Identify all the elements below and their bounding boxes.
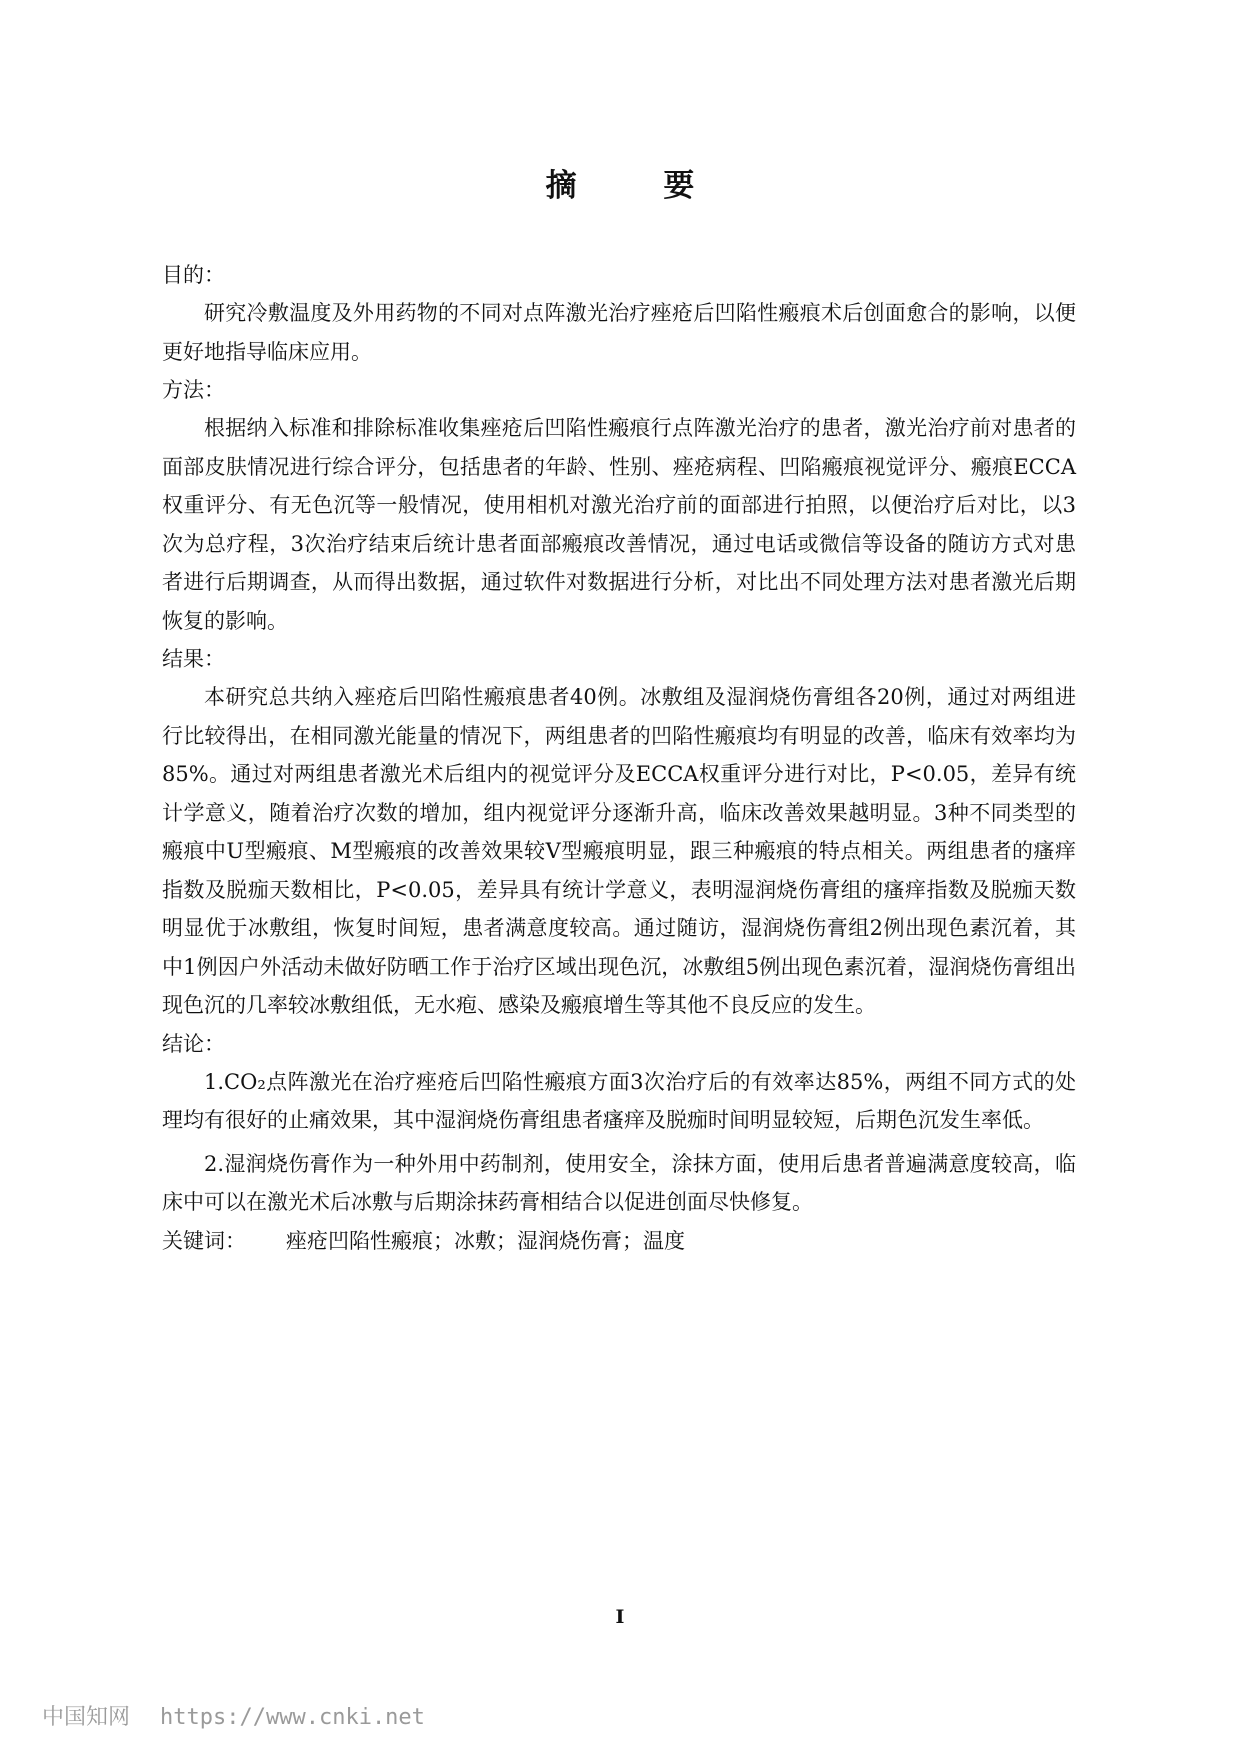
page-number: I <box>615 1606 625 1628</box>
results-paragraph: 本研究总共纳入痤疮后凹陷性瘢痕患者40例。冰敷组及湿润烧伤膏组各20例，通过对两组进行比较得出，在相同激光能量的情况下，两组患者的凹陷性瘢痕均有明显的改善，临床有效率均为85%。通过对两组患者激光术后组内的视觉评分及ECCA权重评分进行对比，P<0.05，差异有统计学意义，随着治疗次数的增加，组内视觉评分逐渐升高，临床改善效果越明显。3种不同类型的瘢痕中U型瘢痕、M型瘢痕的改善效果较V型瘢痕明显，跟三种瘢痕的特点相关。两组患者的瘙痒指数及脱痂天数相比，P<0.05，差异具有统计学意义，表明湿润烧伤膏组的瘙痒指数及脱痂天数明显优于冰敷组，恢复时间短，患者满意度较高。通过随访，湿润烧伤膏组2例出现色素沉着，其中1例因户外活动未做好防晒工作于治疗区域出现色沉，冰敷组5例出现色素沉着，湿润烧伤膏组出现色沉的几率较冰敷组低，无水疱、感染及瘢痕增生等其他不良反应的发生。 <box>162 685 1076 1017</box>
cnki-watermark <box>42 1700 425 1731</box>
objective-paragraph: 研究冷敷温度及外用药物的不同对点阵激光治疗痤疮后凹陷性瘢痕术后创面愈合的影响，以便更好地指导临床应用。 <box>162 301 1076 364</box>
keywords-label: 关键词： <box>162 1228 246 1253</box>
keywords-line <box>162 1222 1076 1260</box>
watermark-url: https://www.cnki.net <box>160 1705 425 1730</box>
page-title: 摘 要 <box>545 168 733 204</box>
conclusion-paragraph-1: 1.CO₂点阵激光在治疗痤疮后凹陷性瘢痕方面3次治疗后的有效率达85%，两组不同方式的处理均有很好的止痛效果，其中湿润烧伤膏组患者瘙痒及脱痂时间明显较短，后期色沉发生率低。 <box>162 1069 1076 1132</box>
objective-heading: 目的： <box>162 263 225 287</box>
abstract-body <box>162 256 1076 1260</box>
methods-paragraph: 根据纳入标准和排除标准收集痤疮后凹陷性瘢痕行点阵激光治疗的患者，激光治疗前对患者的面部皮肤情况进行综合评分，包括患者的年龄、性别、痤疮病程、凹陷瘢痕视觉评分、瘢痕ECCA权重评分、有无色沉等一般情况，使用相机对激光治疗前的面部进行拍照，以便治疗后对比，以3次为总疗程，3次治疗结束后统计患者面部瘢痕改善情况，通过电话或微信等设备的随访方式对患者进行后期调查，从而得出数据，通过软件对数据进行分析，对比出不同处理方法对患者激光后期恢复的影响。 <box>162 416 1076 633</box>
methods-heading: 方法： <box>162 378 225 402</box>
watermark-site-name: 中国知网 <box>42 1705 131 1730</box>
keywords-text: 痤疮凹陷性瘢痕；冰敷；湿润烧伤膏；温度 <box>286 1228 685 1253</box>
results-heading: 结果： <box>162 647 225 671</box>
conclusion-heading: 结论： <box>162 1031 225 1056</box>
conclusion-paragraph-2: 2.湿润烧伤膏作为一种外用中药制剂，使用安全，涂抹方面，使用后患者普遍满意度较高，临床中可以在激光术后冰敷与后期涂抹药膏相结合以促进创面尽快修复。 <box>162 1151 1076 1214</box>
